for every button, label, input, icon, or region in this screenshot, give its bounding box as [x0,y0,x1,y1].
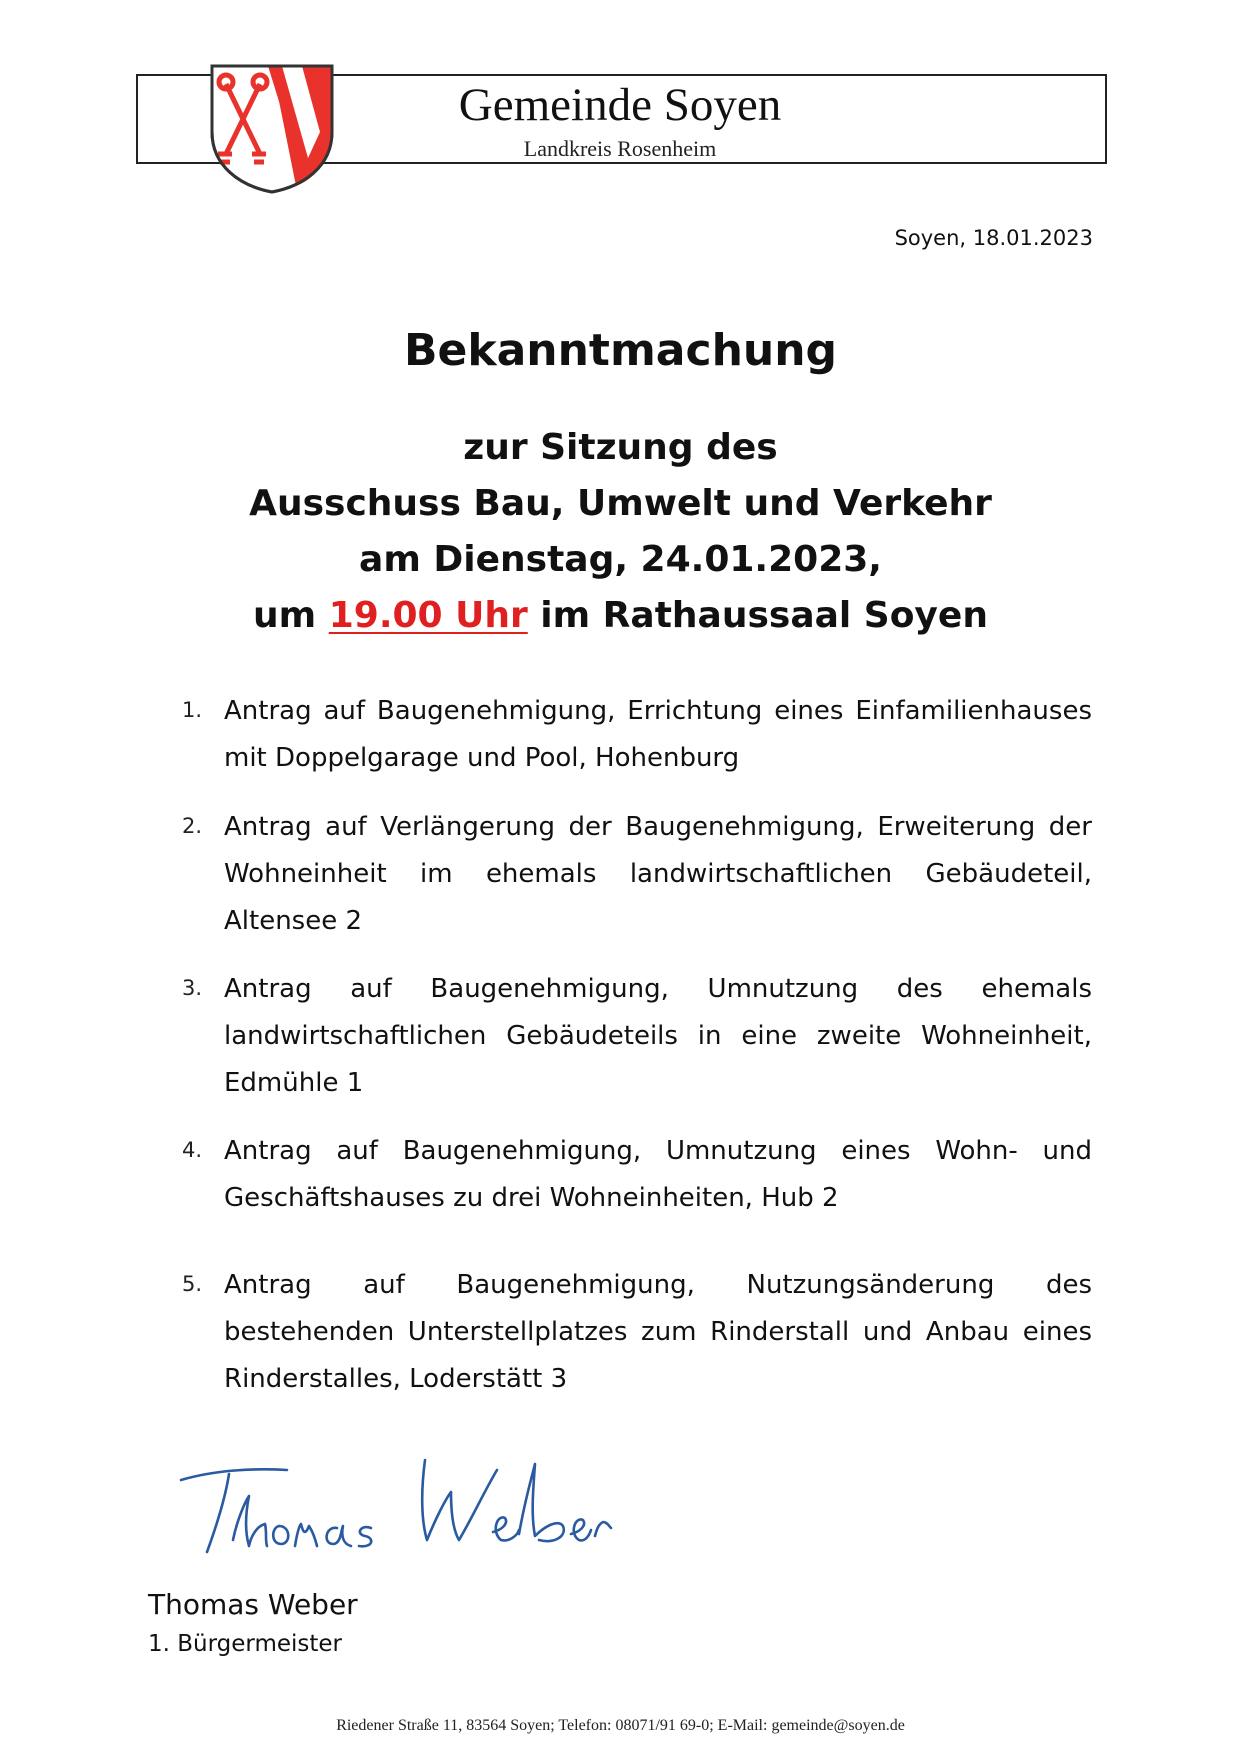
meeting-line-4 [0,588,1241,644]
meeting-line-1: zur Sitzung des [463,427,778,468]
agenda-item-text: Antrag auf Baugenehmigung, Umnutzung des ehemals landwirtschaftlichen Gebäudeteils in eine zweite Wohneinheit, Edmühle 1 [224,974,1092,1098]
agenda-item-text: Antrag auf Verlängerung der Baugenehmigung, Erweiterung der Wohneinheit im ehemals landwirtschaftlichen Gebäudeteil, Altensee 2 [224,812,1092,936]
agenda-item-number: 1. [182,698,203,722]
meeting-line-4-prefix: um [253,595,329,636]
agenda-item-number: 2. [182,814,203,838]
coat-of-arms-logo [208,62,336,194]
agenda-item-text: Antrag auf Baugenehmigung, Umnutzung eines Wohn- und Geschäftshauses zu drei Wohneinheiten, Hub 2 [224,1136,1092,1213]
meeting-line-2: Ausschuss Bau, Umwelt und Verkehr [249,483,992,524]
page-title: Bekanntmachung [403,325,838,376]
meeting-info [0,420,1241,644]
meeting-time: 19.00 Uhr [328,595,528,636]
handwritten-signature [175,1440,615,1560]
agenda-item-number: 5. [182,1272,203,1296]
agenda-item-number: 3. [182,976,203,1000]
meeting-line-3: am Dienstag, 24.01.2023, [359,539,882,580]
agenda-item-text: Antrag auf Baugenehmigung, Errichtung eines Einfamilienhauses mit Doppelgarage und Pool, Hohenburg [224,696,1092,773]
meeting-line-4-suffix: im Rathaussaal Soyen [527,595,988,636]
agenda-item-number: 4. [182,1138,203,1162]
district-name: Landkreis Rosenheim [523,136,717,161]
footer-contact: Riedener Straße 11, 83564 Soyen; Telefon: 08071/91 69-0; E-Mail: gemeinde@soyen.de [336,1717,905,1734]
signer-name: Thomas Weber [148,1588,358,1621]
agenda-item-text: Antrag auf Baugenehmigung, Nutzungsänderung des bestehenden Unterstellplatzes zum Rinderstall und Anbau eines Rinderstalles, Loderstätt 3 [224,1270,1092,1394]
date-line: Soyen, 18.01.2023 [894,226,1093,250]
signer-role: 1. Bürgermeister [148,1631,343,1657]
municipality-name: Gemeinde Soyen [458,79,782,131]
